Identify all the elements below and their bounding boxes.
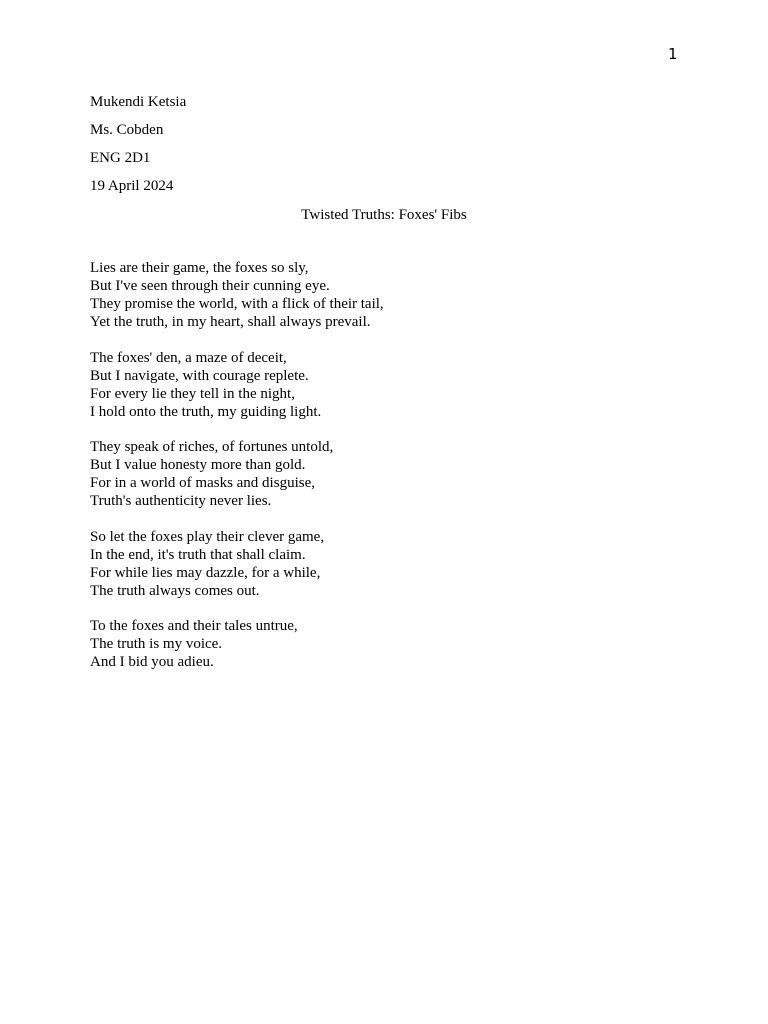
- poem-line: Truth's authenticity never lies.: [90, 493, 272, 509]
- date: 19 April 2024: [90, 178, 174, 194]
- poem-line: For while lies may dazzle, for a while,: [90, 564, 321, 581]
- stanza-4: [90, 528, 384, 600]
- poem-line: I hold onto the truth, my guiding light.: [90, 403, 322, 420]
- poem-line: Lies are their game, the foxes so sly,: [90, 260, 309, 276]
- poem-line: But I value honesty more than gold.: [90, 457, 306, 473]
- poem-line: They promise the world, with a flick of their tail,: [90, 296, 384, 312]
- poem-line: So let the foxes play their clever game,: [90, 528, 325, 545]
- poem-line: But I've seen through their cunning eye.: [90, 278, 330, 294]
- poem-line: But I navigate, with courage replete.: [90, 367, 309, 384]
- poem-line: For every lie they tell in the night,: [90, 385, 295, 402]
- course-code: ENG 2D1: [90, 150, 151, 166]
- teacher-name: Ms. Cobden: [90, 122, 164, 138]
- poem-line: And I bid you adieu.: [90, 654, 214, 670]
- poem-line: In the end, it's truth that shall claim.: [90, 546, 306, 563]
- stanza-3: [90, 438, 384, 510]
- stanza-1: [90, 259, 384, 331]
- poem-line: The foxes' den, a maze of deceit,: [90, 349, 287, 366]
- poem-line: The truth is my voice.: [90, 636, 223, 652]
- poem-line: The truth always comes out.: [90, 582, 260, 599]
- poem-line: They speak of riches, of fortunes untold,: [90, 439, 334, 455]
- poem-line: Yet the truth, in my heart, shall always prevail.: [90, 314, 371, 330]
- poem-line: To the foxes and their tales untrue,: [90, 618, 298, 634]
- page-number: 1: [668, 45, 678, 63]
- mla-header: [90, 93, 186, 205]
- poem-title: Twisted Truths: Foxes' Fibs: [301, 207, 467, 223]
- stanza-5: [90, 617, 384, 671]
- stanza-2: [90, 349, 384, 421]
- poem-body: [90, 259, 384, 689]
- student-name: Mukendi Ketsia: [90, 94, 187, 110]
- poem-line: For in a world of masks and disguise,: [90, 475, 315, 491]
